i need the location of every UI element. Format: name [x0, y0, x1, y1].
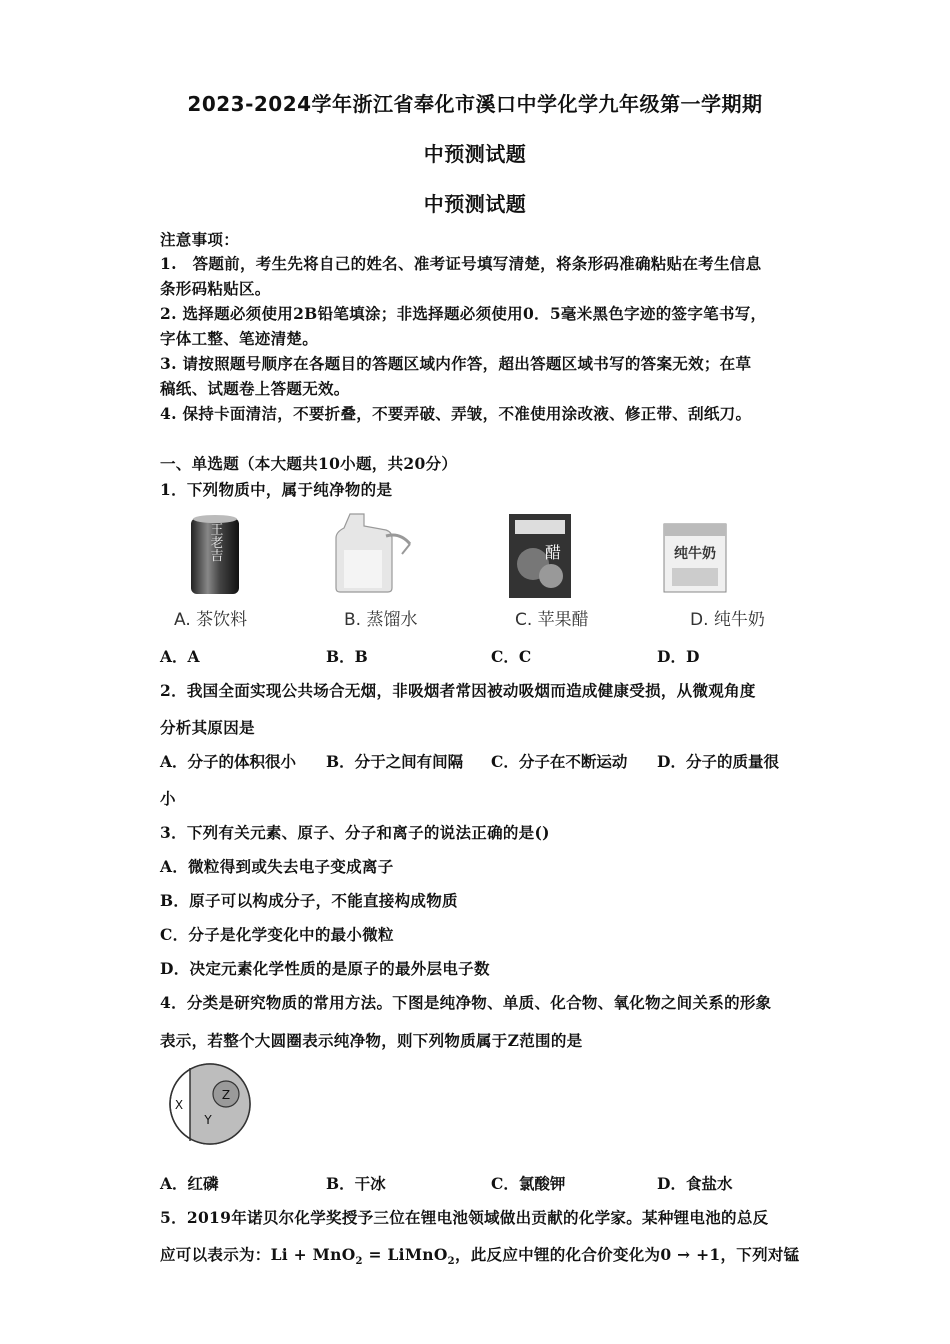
q1-option-b[interactable]: B．B — [326, 647, 368, 666]
notice-line: 稿纸、试题卷上答题无效。 — [160, 379, 350, 398]
apple-vinegar-box-image — [505, 508, 575, 600]
q2-option-d-wrap: 小 — [160, 789, 176, 808]
q4-option-c[interactable]: C．氯酸钾 — [491, 1174, 566, 1193]
question-1-stem: 1．下列物质中，属于纯净物的是 — [160, 480, 393, 499]
notice-line: 2. 选择题必须使用2B铅笔填涂；非选择题必须使用0．5毫米黑色字迹的签字笔书写， — [160, 304, 767, 323]
q4-option-a[interactable]: A．红磷 — [160, 1174, 219, 1193]
q5-equation-part1: 应可以表示为：Li + MnO — [160, 1245, 356, 1264]
q1-option-c[interactable]: C．C — [491, 647, 532, 666]
tea-drink-can-image — [185, 512, 245, 597]
venn-label-y: Y — [204, 1113, 212, 1127]
q4-option-d[interactable]: D．食盐水 — [657, 1174, 733, 1193]
notice-line: 字体工整、笔迹清楚。 — [160, 329, 319, 348]
q1-option-a[interactable]: A．A — [160, 647, 200, 666]
question-5-stem-cont — [160, 1243, 799, 1267]
q1-option-d[interactable]: D．D — [657, 647, 700, 666]
vinegar-label: 醋 — [544, 543, 562, 562]
q3-option-b[interactable]: B．原子可以构成分子，不能直接构成物质 — [160, 891, 458, 910]
q5-equation-part3: ，此反应中锂的化合价变化为0 → +1，下列对锰 — [454, 1245, 800, 1264]
page-title: 2023-2024学年浙江省奉化市溪口中学化学九年级第一学期期 — [187, 92, 763, 116]
image-caption-c: C. 苹果醋 — [515, 610, 589, 630]
image-caption-a: A. 茶饮料 — [174, 610, 248, 630]
q3-option-d[interactable]: D．决定元素化学性质的是原子的最外层电子数 — [160, 959, 490, 978]
q3-option-a[interactable]: A．微粒得到或失去电子变成离子 — [160, 857, 394, 876]
question-2-stem-cont: 分析其原因是 — [160, 718, 255, 737]
section-heading: 一、单选题（本大题共10小题，共20分） — [160, 454, 458, 473]
can-label: 王老吉 — [207, 522, 223, 562]
notice-line: 1. 答题前，考生先将自己的姓名、准考证号填写清楚，将条形码准确粘贴在考生信息 — [160, 254, 762, 273]
q4-option-b[interactable]: B．干冰 — [326, 1174, 386, 1193]
q2-option-a[interactable]: A．分子的体积很小 — [160, 752, 297, 771]
classification-venn-diagram — [162, 1060, 257, 1150]
venn-label-z: Z — [221, 1088, 231, 1102]
question-2-stem: 2．我国全面实现公共场合无烟，非吸烟者常因被动吸烟而造成健康受损，从微观角度 — [160, 681, 756, 700]
notice-heading: 注意事项： — [160, 230, 240, 249]
q2-option-b[interactable]: B．分于之间有间隔 — [326, 752, 464, 771]
q2-option-c[interactable]: C．分子在不断运动 — [491, 752, 628, 771]
q3-option-c[interactable]: C．分子是化学变化中的最小微粒 — [160, 925, 394, 944]
venn-label-x: X — [174, 1098, 184, 1112]
question-3-stem: 3．下列有关元素、原子、分子和离子的说法正确的是() — [160, 823, 550, 842]
q2-option-d[interactable]: D．分子的质量很 — [657, 752, 779, 771]
q5-subscript: 2 — [447, 1256, 455, 1268]
question-4-stem: 4．分类是研究物质的常用方法。下图是纯净物、单质、化合物、氧化物之间关系的形象 — [160, 993, 772, 1012]
distilled-water-bottle-image — [330, 510, 420, 595]
question-4-stem-cont: 表示，若整个大圆圈表示纯净物，则下列物质属于Z范围的是 — [160, 1031, 583, 1050]
q5-subscript: 2 — [355, 1256, 363, 1268]
notice-line: 条形码粘贴区。 — [160, 279, 271, 298]
image-caption-b: B. 蒸馏水 — [344, 610, 418, 630]
pure-milk-box-image — [660, 520, 730, 595]
milk-label: 纯牛奶 — [674, 546, 716, 562]
q5-equation-part2: = LiMnO — [362, 1245, 448, 1264]
page-title-line2: 中预测试题 — [423, 142, 527, 166]
image-caption-d: D. 纯牛奶 — [690, 610, 765, 630]
page-subtitle: 中预测试题 — [423, 192, 527, 216]
notice-line: 3. 请按照题号顺序在各题目的答题区域内作答，超出答题区域书写的答案无效；在草 — [160, 354, 752, 373]
notice-line: 4. 保持卡面清洁，不要折叠，不要弄破、弄皱，不准使用涂改液、修正带、刮纸刀。 — [160, 404, 752, 423]
question-5-stem: 5．2019年诺贝尔化学奖授予三位在锂电池领域做出贡献的化学家。某种锂电池的总反 — [160, 1208, 769, 1227]
